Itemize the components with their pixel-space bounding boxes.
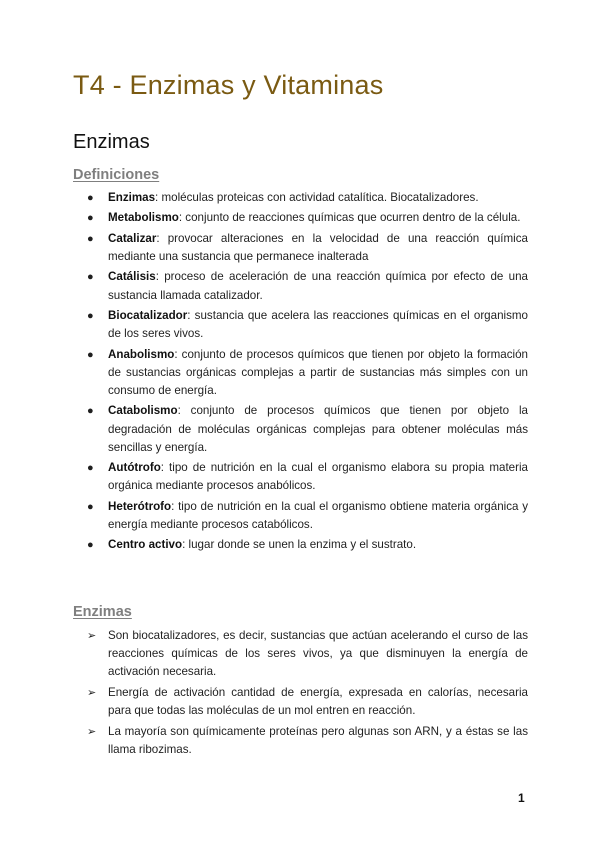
definition-text: : tipo de nutrición en la cual el organismo obtiene materia orgánica y energía mediante procesos catabólicos.: [108, 499, 528, 531]
list-item: [73, 402, 528, 457]
definition-term: Metabolismo: [108, 211, 179, 225]
bullet-icon: ●: [87, 500, 94, 513]
list-item: [73, 209, 528, 227]
list-item: [73, 307, 528, 343]
definition-term: Centro activo: [108, 538, 183, 552]
definition-term: Heterótrofo: [108, 499, 172, 513]
bullet-icon: ●: [87, 539, 94, 552]
definition-text: : conjunto de procesos químicos que tienen por objeto la formación de sustancias orgánicas complejas a partir de sustancias más simples con un consumo de energía.: [108, 347, 528, 397]
definition-term: Autótrofo: [108, 461, 161, 475]
definition-text: : conjunto de procesos químicos que tienen por objeto la degradación de moléculas orgánicas complejas para obtener moléculas más sencillas y energía.: [108, 404, 528, 454]
bullet-icon: ●: [87, 232, 94, 245]
definition-text: : moléculas proteicas con actividad catalítica. Biocatalizadores.: [155, 191, 479, 204]
enzymes-list: [73, 627, 528, 762]
arrow-bullet-icon: ➢: [87, 687, 97, 700]
list-item: [73, 536, 528, 554]
definitions-list: [73, 189, 528, 557]
list-item: [73, 627, 528, 682]
list-item-text: La mayoría son químicamente proteínas pero algunas son ARN, y a éstas se las llama ribozimas.: [108, 725, 528, 757]
bullet-icon: ●: [87, 271, 94, 284]
definition-term: Catalizar: [108, 231, 157, 245]
document-title: T4 - Enzimas y Vitaminas: [73, 70, 384, 100]
definition-text: : proceso de aceleración de una reacción química por efecto de una sustancia llamada catalizador.: [108, 270, 528, 302]
bullet-icon: ●: [87, 462, 94, 475]
bullet-icon: ●: [87, 212, 94, 225]
list-item: [73, 346, 528, 401]
section-title: Enzimas: [73, 131, 150, 153]
definition-term: Catabolismo: [108, 404, 178, 418]
bullet-icon: ●: [87, 309, 94, 322]
definition-term: Catálisis: [108, 270, 156, 284]
bullet-icon: ●: [87, 405, 94, 418]
list-item: [73, 268, 528, 304]
definition-term: Enzimas: [108, 191, 156, 204]
list-item: [73, 498, 528, 534]
list-item-text: Energía de activación cantidad de energía, expresada en calorías, necesaria para que todas las moléculas de un mol entren en reacción.: [108, 686, 528, 718]
page-number: 1: [518, 791, 525, 805]
definition-term: Biocatalizador: [108, 308, 188, 322]
bullet-icon: ●: [87, 348, 94, 361]
definition-text: : lugar donde se unen la enzima y el sustrato.: [182, 538, 417, 552]
list-item-text: Son biocatalizadores, es decir, sustancias que actúan acelerando el curso de las reacciones químicas de los seres vivos, ya que disminuyen la energía de activación necesaria.: [108, 629, 528, 679]
list-item: [73, 459, 528, 495]
list-item: [73, 723, 528, 759]
arrow-bullet-icon: ➢: [87, 630, 97, 642]
arrow-bullet-icon: ➢: [87, 726, 97, 739]
definition-text: : tipo de nutrición en la cual el organismo elabora su propia materia orgánica mediante procesos anabólicos.: [108, 461, 528, 493]
definitions-heading: Definiciones: [73, 167, 160, 183]
definition-term: Anabolismo: [108, 347, 175, 361]
enzymes-heading: Enzimas: [73, 604, 132, 620]
definition-text: : provocar alteraciones en la velocidad de una reacción química mediante una sustancia que permanece inalterada: [108, 231, 528, 263]
list-item: [73, 230, 528, 266]
list-item: [73, 684, 528, 720]
bullet-icon: ●: [87, 192, 94, 204]
definition-text: : sustancia que acelera las reacciones químicas en el organismo de los seres vivos.: [108, 308, 528, 341]
definition-text: : conjunto de reacciones químicas que ocurren dentro de la célula.: [178, 211, 521, 225]
list-item: [73, 189, 528, 207]
